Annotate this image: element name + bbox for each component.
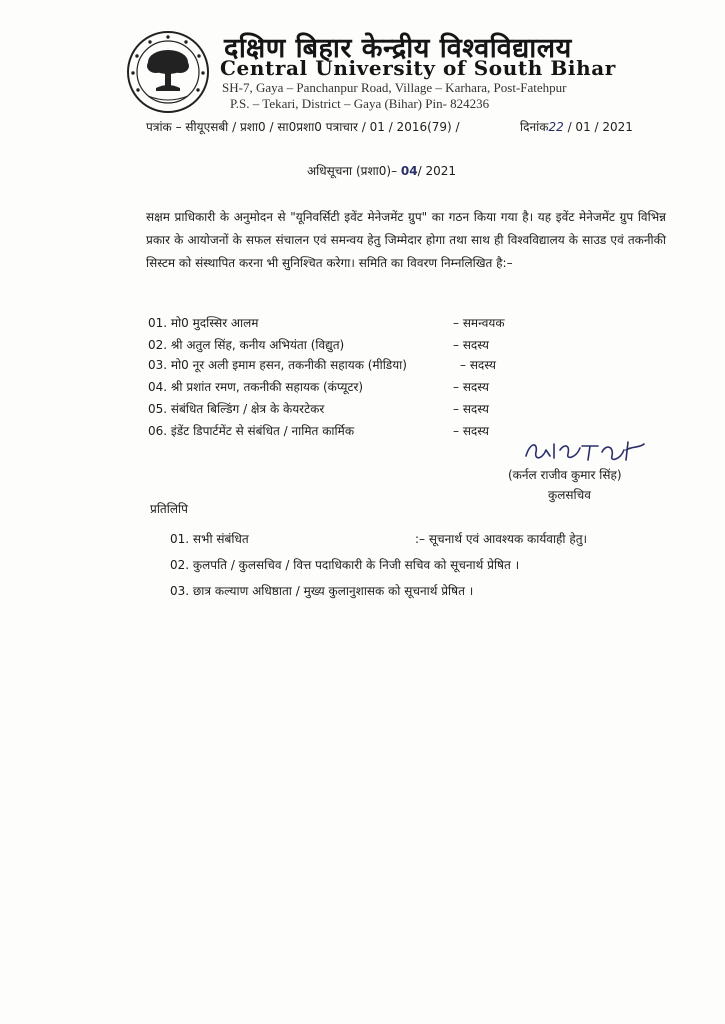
date-label: दिनांक [520,120,549,134]
copy-to-heading: प्रतिलिपि [150,502,188,516]
reference-number: पत्रांक – सीयूएसबी / प्रशा0 / सा0प्रशा0 पत्राचार / 01 / 2016(79) / [146,120,460,134]
university-name-english: Central University of South Bihar [220,56,616,80]
member-name: 02. श्री अतुल सिंह, कनीय अभियंता (विद्युत) [148,338,345,352]
copy-item [170,556,519,573]
member-name: 01. मो0 मुदस्सिर आलम [148,316,259,330]
member-role: – सदस्य [453,380,489,394]
copy-item-purpose: :– सूचनार्थ एवं आवश्यक कार्यवाही हेतु। [415,532,588,546]
body-paragraph: सक्षम प्राधिकारी के अनुमोदन से "यूनिवर्सिटी इवेंट मेनेजमेंट ग्रुप" का गठन किया गया है। यह इवेंट मेनेजमेंट ग्रुप विभिन्न प्रकार के आयोजनों के सफल संचालन एवं समन्वय हेतु जिम्मेदार होगा तथा साथ ही विश्वविद्यालय के साउड एवं तकनीकी सिस्टम को संस्थापित करना भी सुनिश्चित करेगा। समिति का विवरण निम्नलिखित है:– [146,210,666,270]
member-role: – सदस्य [453,402,489,416]
member-item [148,400,548,420]
member-item [148,336,548,356]
date-month-year: / 01 / 2021 [567,120,633,134]
member-item [148,314,548,334]
address-line-2: P.S. – Tekari, District – Gaya (Bihar) Pin- 824236 [230,96,490,111]
address-line-1: SH-7, Gaya – Panchanpur Road, Village – Karhara, Post-Fatehpur [222,80,567,95]
notification-title [307,162,456,179]
copy-item-text: 02. कुलपति / कुलसचिव / वित्त पदाधिकारी के निजी सचिव को सूचनार्थ प्रेषित । [170,558,520,572]
member-item [148,378,548,398]
signatory-designation: कुलसचिव [548,488,591,502]
member-item [148,356,548,376]
reference-date [520,118,633,135]
signature [520,436,650,466]
notification-number-handwritten: 04 [400,164,418,178]
member-role: – सदस्य [453,338,489,352]
copy-item-text: 03. छात्र कल्याण अधिष्ठाता / मुख्य कुलानुशासक को सूचनार्थ प्रेषित । [170,584,474,598]
university-logo [126,30,210,114]
member-role: – समन्वयक [453,316,505,330]
member-name: 06. इंडेंट डिपार्टमेंट से संबंधित / नामित कार्मिक [148,424,355,438]
notification-prefix: अधिसूचना (प्रशा0)– [307,164,398,178]
member-name: 04. श्री प्रशांत रमण, तकनीकी सहायक (कंप्यूटर) [148,380,364,394]
copy-item-text: 01. सभी संबंधित [170,532,249,546]
member-role: – सदस्य [453,424,489,438]
date-day-handwritten: 22 [548,120,564,134]
copy-item [170,582,473,599]
signatory-name: (कर्नल राजीव कुमार सिंह) [508,468,622,482]
member-name: 05. संबंधित बिल्डिंग / क्षेत्र के केयरटेकर [148,402,325,416]
member-name: 03. मो0 नूर अली इमाम हसन, तकनीकी सहायक (मीडिया) [148,358,407,372]
member-item [148,422,548,442]
member-role: – सदस्य [460,358,496,372]
copy-item [170,530,588,547]
notification-year: / 2021 [417,164,457,178]
university-name-hindi: दक्षिण बिहार केन्द्रीय विश्वविद्यालय [224,33,572,64]
